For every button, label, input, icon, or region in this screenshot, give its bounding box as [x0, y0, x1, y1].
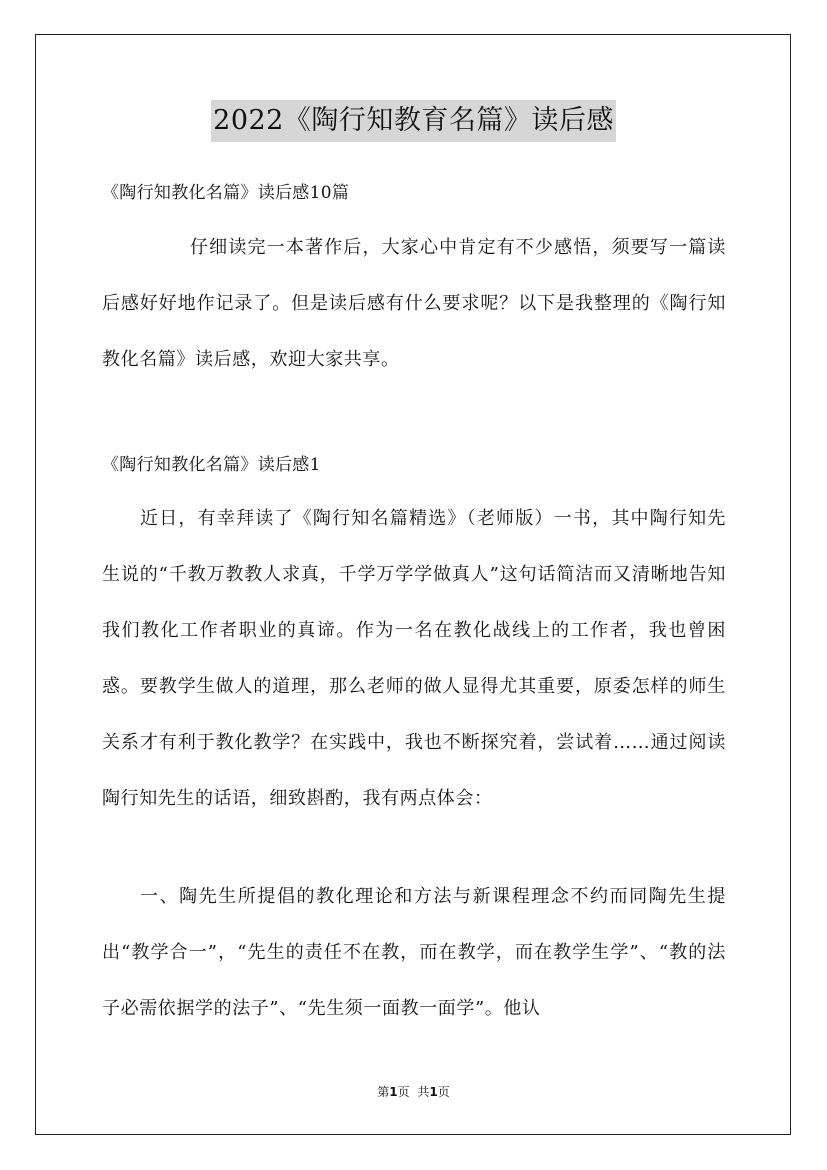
footer-total-suffix: 页	[437, 1085, 450, 1099]
body-paragraph-2: 一、陶先生所提倡的教化理论和方法与新课程理念不约而同陶先生提出“教学合一”，“先生的责任不在教，而在教学，而在教学生学”、“教的法子必需依据学的法子”、“先生须一面教一面学”。他认	[102, 886, 726, 1019]
footer-page-number: 1	[389, 1085, 398, 1099]
intro-paragraph: 仔细读完一本著作后，大家心中肯定有不少感悟，须要写一篇读后感好好地作记录了。但是读后感有什么要求呢？以下是我整理的《陶行知教化名篇》读后感，欢迎大家共享。	[102, 237, 726, 370]
footer-page-prefix: 第	[377, 1085, 390, 1099]
footer-total-number: 1	[429, 1085, 438, 1099]
document-subtitle: 《陶行知教化名篇》读后感10篇	[102, 183, 350, 203]
page-footer	[0, 1083, 827, 1100]
footer-total-prefix: 共	[417, 1085, 430, 1099]
document-title: 2022《陶行知教育名篇》读后感	[211, 100, 616, 142]
footer-page-suffix: 页	[397, 1085, 410, 1099]
section-heading: 《陶行知教化名篇》读后感1	[102, 455, 321, 475]
body-paragraph-1: 近日，有幸拜读了《陶行知名篇精选》（老师版）一书，其中陶行知先生说的“千教万教教人求真，千学万学学做真人”这句话简洁而又清晰地告知我们教化工作者职业的真谛。作为一名在教化战线上的工作者，我也曾困惑。要教学生做人的道理，那么老师的做人显得尤其重要，原委怎样的师生关系才有利于教化教学？在实践中，我也不断探究着，尝试着……通过阅读陶行知先生的话语，细致斟酌，我有两点体会：	[102, 508, 726, 809]
title-container	[0, 100, 827, 142]
